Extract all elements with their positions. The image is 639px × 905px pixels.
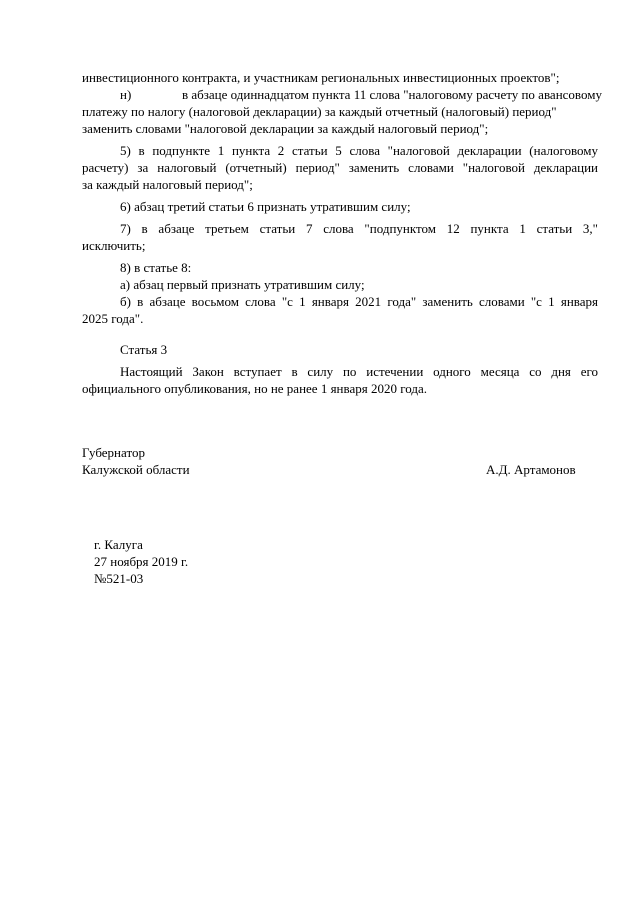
signature-position-line-2: Калужской области xyxy=(82,462,190,477)
item-8-sub-b-line-1: б) в абзаце восьмом слова "с 1 января 2021 года" заменить словами "с 1 января xyxy=(120,294,598,309)
item-7-line-2: исключить; xyxy=(82,238,146,253)
item-n-line-1: в абзаце одиннадцатом пункта 11 слова "налоговому расчету по авансовому xyxy=(182,87,602,102)
article-3-heading: Статья 3 xyxy=(120,342,168,357)
place-city: г. Калуга xyxy=(94,537,143,552)
item-5-line-3: за каждый налоговый период"; xyxy=(82,177,253,192)
item-6-line-1: 6) абзац третий статьи 6 признать утратившим силу; xyxy=(120,199,411,214)
intro-line: инвестиционного контракта, и участникам региональных инвестиционных проектов"; xyxy=(82,70,560,85)
item-n-line-3: заменить словами "налоговой декларации за каждый налоговый период"; xyxy=(82,121,489,136)
law-number: №521-03 xyxy=(94,571,144,586)
item-8-sub-b-line-2: 2025 года". xyxy=(82,311,144,326)
item-8-sub-a: а) абзац первый признать утратившим силу; xyxy=(120,277,365,292)
article-3-line-2: официального опубликования, но не ранее 1 января 2020 года. xyxy=(82,381,427,396)
article-3-line-1: Настоящий Закон вступает в силу по истечении одного месяца со дня его xyxy=(120,364,598,379)
item-7-line-1: 7) в абзаце третьем статьи 7 слова "подпунктом 12 пункта 1 статьи 3," xyxy=(120,221,598,236)
item-8-line-1: 8) в статье 8: xyxy=(120,260,192,275)
signature-position-line-1: Губернатор xyxy=(82,445,145,460)
item-5-line-1: 5) в подпункте 1 пункта 2 статьи 5 слова "налоговой декларации (налоговому xyxy=(120,143,598,158)
signature-name: А.Д. Артамонов xyxy=(486,462,576,477)
item-n-line-2: платежу по налогу (налоговой декларации) за каждый отчетный (налоговый) период" xyxy=(82,104,557,119)
place-date: 27 ноября 2019 г. xyxy=(94,554,189,569)
item-5-line-2: расчету) за налоговый (отчетный) период" заменить словами "налоговой декларации xyxy=(82,160,598,175)
item-n-marker: н) xyxy=(120,87,132,102)
